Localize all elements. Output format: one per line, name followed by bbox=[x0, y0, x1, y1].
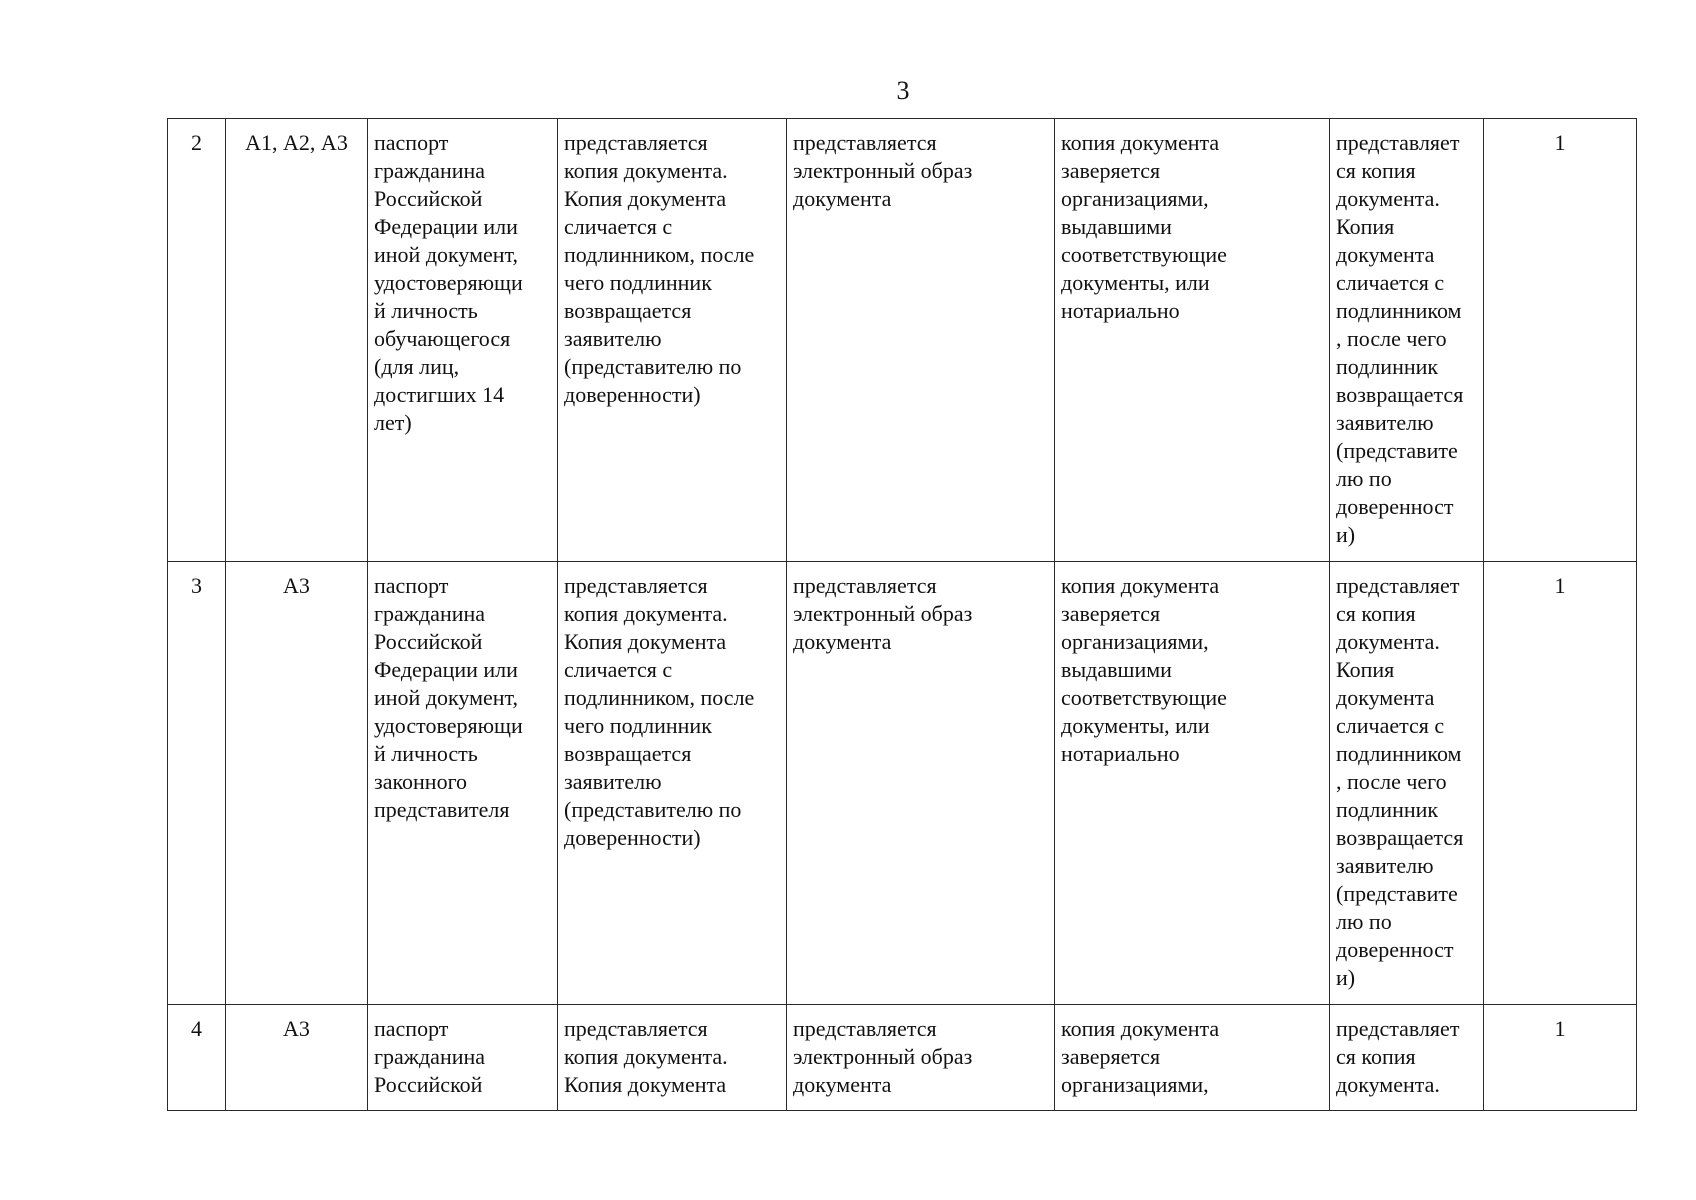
quantity: 1 bbox=[1484, 119, 1637, 562]
row-number: 4 bbox=[168, 1005, 226, 1111]
mfc-requirement: представляет ся копия документа. Копия документа сличается с подлинником , после чего подлинник возвращается заявителю (представите лю по доверенност и) bbox=[1330, 119, 1484, 562]
in-person-requirement: представляется копия документа. Копия документа сличается с подлинником, после чего подлинник возвращается заявителю (представителю по доверенности) bbox=[558, 562, 787, 1005]
row-number: 3 bbox=[168, 562, 226, 1005]
document-name: паспорт гражданина Российской Федерации или иной документ, удостоверяющи й личность законного представителя bbox=[368, 562, 558, 1005]
certification-requirement: копия документа заверяется организациями, выдавшими соответствующие документы, или нотариально bbox=[1055, 119, 1330, 562]
electronic-requirement: представляется электронный образ документа bbox=[787, 562, 1055, 1005]
document-name: паспорт гражданина Российской bbox=[368, 1005, 558, 1111]
table-row bbox=[168, 562, 1637, 1005]
page-number: 3 bbox=[896, 76, 910, 105]
applicant-categories: А3 bbox=[226, 562, 368, 1005]
table-row bbox=[168, 119, 1637, 562]
quantity: 1 bbox=[1484, 1005, 1637, 1111]
requirements-table bbox=[167, 118, 1637, 1111]
row-number: 2 bbox=[168, 119, 226, 562]
certification-requirement: копия документа заверяется организациями, выдавшими соответствующие документы, или нотариально bbox=[1055, 562, 1330, 1005]
table-row bbox=[168, 1005, 1637, 1111]
mfc-requirement: представляет ся копия документа. Копия документа сличается с подлинником , после чего подлинник возвращается заявителю (представите лю по доверенност и) bbox=[1330, 562, 1484, 1005]
electronic-requirement: представляется электронный образ документа bbox=[787, 1005, 1055, 1111]
certification-requirement: копия документа заверяется организациями, bbox=[1055, 1005, 1330, 1111]
applicant-categories: А3 bbox=[226, 1005, 368, 1111]
electronic-requirement: представляется электронный образ документа bbox=[787, 119, 1055, 562]
in-person-requirement: представляется копия документа. Копия документа bbox=[558, 1005, 787, 1111]
mfc-requirement: представляет ся копия документа. bbox=[1330, 1005, 1484, 1111]
quantity: 1 bbox=[1484, 562, 1637, 1005]
applicant-categories: А1, А2, А3 bbox=[226, 119, 368, 562]
in-person-requirement: представляется копия документа. Копия документа сличается с подлинником, после чего подлинник возвращается заявителю (представителю по доверенности) bbox=[558, 119, 787, 562]
document-name: паспорт гражданина Российской Федерации или иной документ, удостоверяющи й личность обучающегося (для лиц, достигших 14 лет) bbox=[368, 119, 558, 562]
